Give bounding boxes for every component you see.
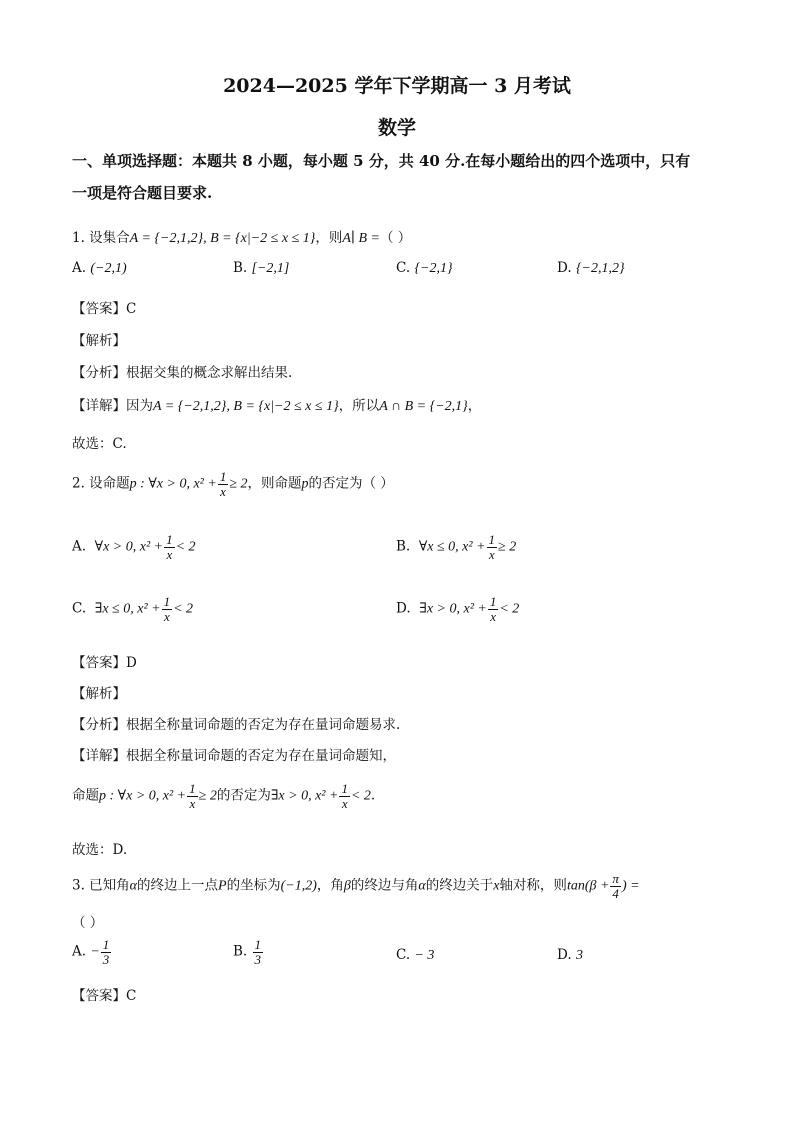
- q3-coord: (−1,2): [280, 878, 317, 894]
- q2-option-c: [72, 595, 193, 623]
- option-label: A.: [72, 260, 87, 276]
- fraction: [218, 470, 229, 498]
- option-label: B.: [233, 943, 248, 960]
- frac-num: 1: [254, 937, 262, 952]
- frac-den: 3: [254, 951, 262, 967]
- fraction: [187, 782, 198, 810]
- q1-option-d: [557, 260, 625, 277]
- q3-tan-expr: tan(β +: [566, 878, 610, 894]
- q1-answer: 【答案】C: [72, 301, 137, 317]
- page-subtitle: 数学: [377, 117, 416, 139]
- frac-num: 1: [489, 594, 497, 609]
- q3-text: ，角: [316, 877, 344, 894]
- q2-prefix: 2. 设命题: [72, 475, 130, 492]
- q2-option-a: [72, 533, 196, 561]
- fraction: [253, 938, 264, 966]
- q3-paren: （ ）: [72, 915, 104, 931]
- option-after: < 2: [173, 601, 194, 617]
- q1-method: 【分析】根据交集的概念求解出结果.: [72, 365, 293, 381]
- option-label: A.: [72, 943, 87, 960]
- option-expr: ∃x > 0, x² +: [419, 601, 487, 617]
- q2-detail: 【详解】根据全称量词命题的否定为存在量词命题知，: [72, 748, 396, 764]
- q2-stem: [72, 470, 394, 498]
- conclusion-after: ≥ 2: [198, 788, 217, 804]
- fraction: [487, 533, 498, 561]
- q3-text: 轴对称，则: [499, 877, 567, 894]
- option-after: ≥ 2: [498, 539, 517, 555]
- option-label: C.: [72, 600, 87, 617]
- q3-option-a: [72, 938, 112, 966]
- q3-prefix: 3. 已知角: [72, 877, 130, 894]
- q1-choose: 故选：C.: [72, 436, 127, 452]
- fraction: [164, 533, 175, 561]
- option-value: {−2,1}: [414, 261, 453, 276]
- option-sign: −: [90, 944, 100, 960]
- q1-stem: [72, 226, 411, 247]
- frac-den: x: [220, 483, 226, 499]
- option-label: B.: [396, 538, 411, 555]
- frac-num: 1: [166, 532, 173, 547]
- q3-text: 的终边关于: [425, 877, 494, 894]
- fraction: [101, 938, 112, 966]
- detail-mid: ，所以: [338, 398, 380, 414]
- option-value: {−2,1,2}: [575, 261, 625, 276]
- detail-expr: A ∩ B = {−2,1}: [379, 399, 468, 414]
- section-heading-line1: 一、单项选择题：本题共 8 小题，每小题 5 分，共 40 分.在每小题给出的四个选项中，只有: [72, 152, 691, 170]
- option-value: [−2,1]: [251, 261, 290, 276]
- q3-text: 的终边与角: [350, 877, 419, 894]
- q1-detail: [72, 394, 481, 415]
- q3-option-b: [233, 938, 264, 966]
- q1-prefix: 1. 设集合: [72, 230, 130, 246]
- frac-num: 1: [341, 781, 348, 796]
- option-expr: ∀x > 0, x² +: [94, 539, 164, 555]
- q3-option-c: [396, 947, 434, 964]
- frac-den: x: [341, 795, 348, 811]
- fraction: [162, 595, 173, 623]
- frac-num: 1: [163, 594, 171, 609]
- q3-beta: β: [343, 878, 351, 894]
- frac-num: 1: [488, 532, 496, 547]
- frac-den: x: [490, 608, 496, 624]
- conclusion-end: .: [370, 787, 376, 804]
- page-title: 2024—2025 学年下学期高一 3 月考试: [223, 75, 571, 97]
- q3-tan-end: ) =: [621, 878, 640, 894]
- q2-stem-after: ≥ 2: [229, 476, 248, 492]
- option-label: D.: [396, 600, 411, 617]
- fraction: [488, 595, 499, 623]
- q1-analysis: 【解析】: [72, 333, 126, 349]
- option-value: (−2,1): [90, 261, 127, 276]
- q1-mid: ，则: [315, 230, 343, 246]
- frac-num: 1: [102, 937, 110, 952]
- detail-end: ，: [467, 398, 482, 414]
- conclusion-after: < 2: [350, 788, 371, 804]
- option-after: < 2: [175, 539, 196, 555]
- section-heading-line2: 一项是符合题目要求.: [72, 184, 213, 202]
- q3-x: x: [493, 878, 500, 894]
- q2-stem-expr: p : ∀x > 0, x² +: [129, 476, 217, 492]
- q3-alpha: α: [418, 878, 426, 894]
- q3-point: P: [218, 878, 227, 894]
- q1-paren: （ ）: [379, 230, 412, 246]
- q3-text: 的终边上一点: [137, 877, 219, 894]
- q2-analysis: 【解析】: [72, 686, 126, 702]
- option-after: < 2: [499, 601, 520, 617]
- frac-num: π: [612, 871, 619, 886]
- q2-p-var: p: [301, 476, 309, 492]
- q3-text: 的坐标为: [226, 877, 281, 894]
- detail-prefix: 【详解】因为: [72, 398, 153, 414]
- q1-option-c: [396, 260, 453, 277]
- option-value: 3: [575, 948, 583, 963]
- conclusion-expr: p : ∀x > 0, x² +: [99, 788, 187, 804]
- conclusion-prefix: 命题: [72, 787, 99, 804]
- q2-answer: 【答案】D: [72, 655, 137, 671]
- q3-option-d: [557, 947, 583, 964]
- frac-den: 4: [612, 885, 619, 901]
- frac-den: x: [189, 795, 196, 811]
- q3-alpha: α: [129, 878, 138, 894]
- option-label: C.: [396, 260, 411, 276]
- conclusion-mid: 的否定为: [216, 787, 271, 804]
- q1-option-b: [233, 260, 289, 277]
- q1-option-a: [72, 260, 127, 277]
- q2-option-d: [396, 595, 519, 623]
- fraction: [610, 872, 621, 900]
- option-label: B.: [233, 260, 248, 276]
- option-expr: ∀x ≤ 0, x² +: [418, 539, 486, 555]
- q2-conclusion: [72, 782, 375, 810]
- frac-den: 3: [102, 951, 110, 967]
- q1-op-expr: A∣ B =: [342, 231, 380, 246]
- fraction: [339, 782, 350, 810]
- option-label: D.: [557, 947, 572, 963]
- q3-stem: [72, 872, 640, 900]
- frac-den: x: [163, 608, 170, 624]
- q1-set-expr: A = {−2,1,2}, B = {x|−2 ≤ x ≤ 1}: [129, 231, 316, 246]
- option-value: − 3: [414, 948, 435, 963]
- frac-num: 1: [189, 781, 196, 796]
- option-label: D.: [557, 260, 572, 276]
- detail-expr: A = {−2,1,2}, B = {x|−2 ≤ x ≤ 1}: [153, 399, 339, 414]
- conclusion-expr: ∃x > 0, x² +: [270, 788, 339, 804]
- q2-stem-end: 的否定为（ ）: [308, 475, 394, 492]
- q2-stem-suffix: ，则命题: [247, 475, 302, 492]
- frac-den: x: [166, 546, 173, 562]
- q2-method: 【分析】根据全称量词命题的否定为存在量词命题易求.: [72, 717, 401, 733]
- option-label: C.: [396, 947, 411, 963]
- frac-num: 1: [219, 469, 227, 484]
- frac-den: x: [488, 546, 495, 562]
- q2-choose: 故选：D.: [72, 842, 128, 858]
- q3-answer: 【答案】C: [72, 988, 137, 1004]
- option-expr: ∃x ≤ 0, x² +: [94, 601, 161, 617]
- q2-option-b: [396, 533, 516, 561]
- option-label: A.: [72, 538, 87, 555]
